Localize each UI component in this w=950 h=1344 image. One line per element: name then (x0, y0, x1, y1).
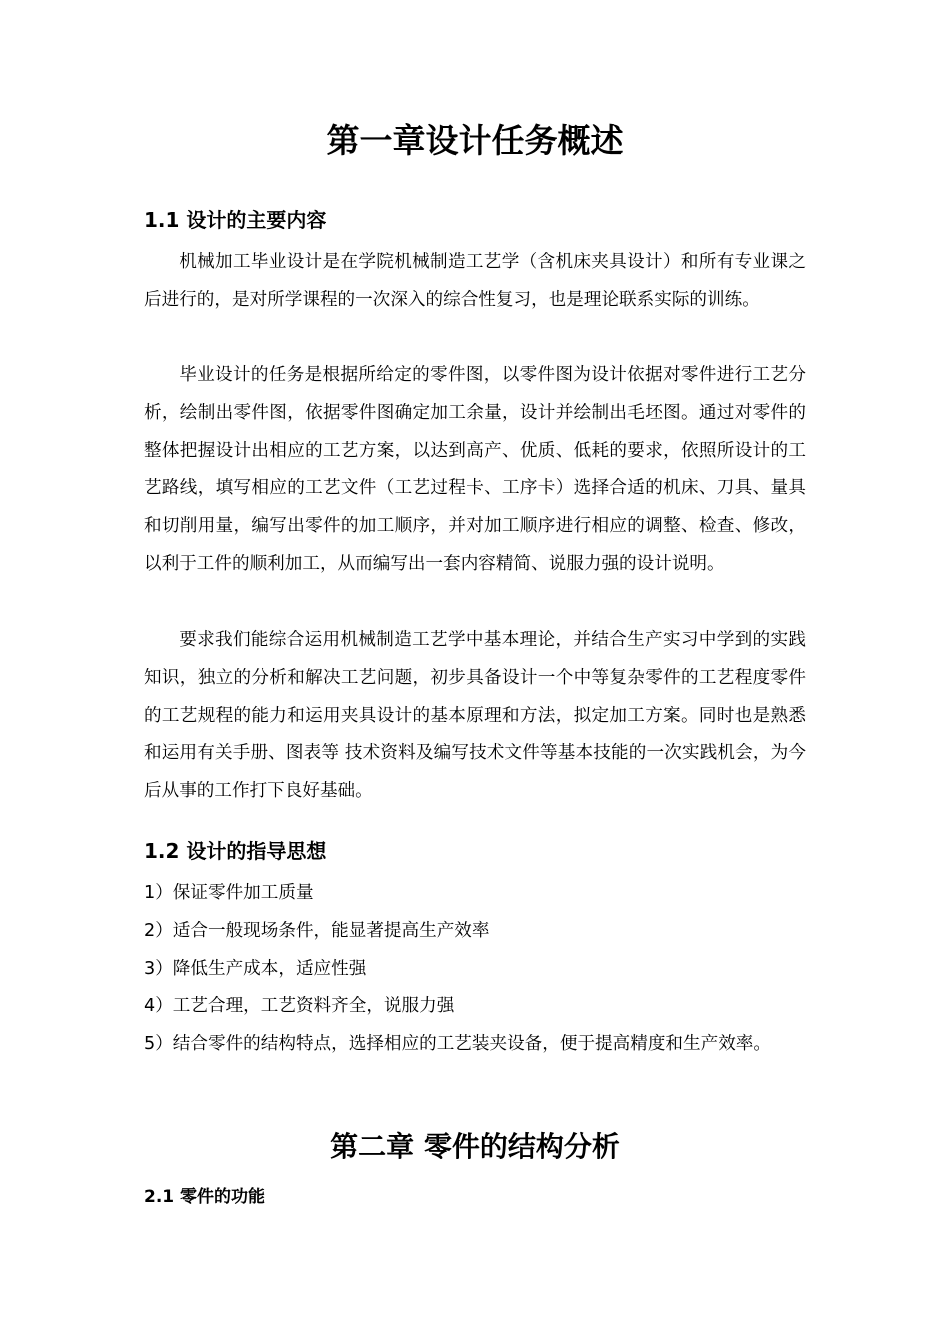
paragraph: 毕业设计的任务是根据所给定的零件图，以零件图为设计依据对零件进行工艺分析，绘制出零件图，依据零件图确定加工余量，设计并绘制出毛坯图。通过对零件的整体把握设计出相应的工艺方案，以达到高产、优质、低耗的要求，依照所设计的工艺路线，填写相应的工艺文件（工艺过程卡、工序卡）选择合适的机床、刀具、量具和切削用量，编写出零件的加工顺序，并对加工顺序进行相应的调整、检查、修改，以利于工件的顺利加工，从而编写出一套内容精简、说服力强的设计说明。 (144, 365, 806, 574)
list-item: 2）适合一般现场条件，能显著提高生产效率 (144, 920, 490, 941)
section-2-1-title: 2.1 零件的功能 (144, 1187, 266, 1207)
list-item: 4）工艺合理，工艺资料齐全，说服力强 (144, 996, 455, 1017)
list-item: 1）保证零件加工质量 (144, 883, 314, 903)
section-1-1-title: 1.1 设计的主要内容 (144, 208, 327, 232)
paragraph: 要求我们能综合运用机械制造工艺学中基本理论，并结合生产实习中学到的实践知识，独立的分析和解决工艺问题，初步具备设计一个中等复杂零件的工艺程度零件的工艺规程的能力和运用夹具设计的基本原理和方法，拟定加工方案。同时也是熟悉和运用有关手册、图表等 技术资料及编写技术文件等基本技能的一次实践机会，为今后从事的工作打下良好基础。 (144, 630, 806, 802)
list-item: 5）结合零件的结构特点，选择相应的工艺装夹设备，便于提高精度和生产效率。 (144, 1034, 771, 1055)
chapter-2-title: 第二章 零件的结构分析 (330, 1130, 620, 1163)
section-1-2-title: 1.2 设计的指导思想 (144, 839, 327, 863)
paragraph: 机械加工毕业设计是在学院机械制造工艺学（含机床夹具设计）和所有专业课之后进行的，是对所学课程的一次深入的综合性复习，也是理论联系实际的训练。 (144, 252, 806, 310)
chapter-1-title: 第一章设计任务概述 (326, 121, 624, 160)
guideline-list (144, 875, 806, 1064)
list-item: 3）降低生产成本，适应性强 (144, 958, 367, 979)
